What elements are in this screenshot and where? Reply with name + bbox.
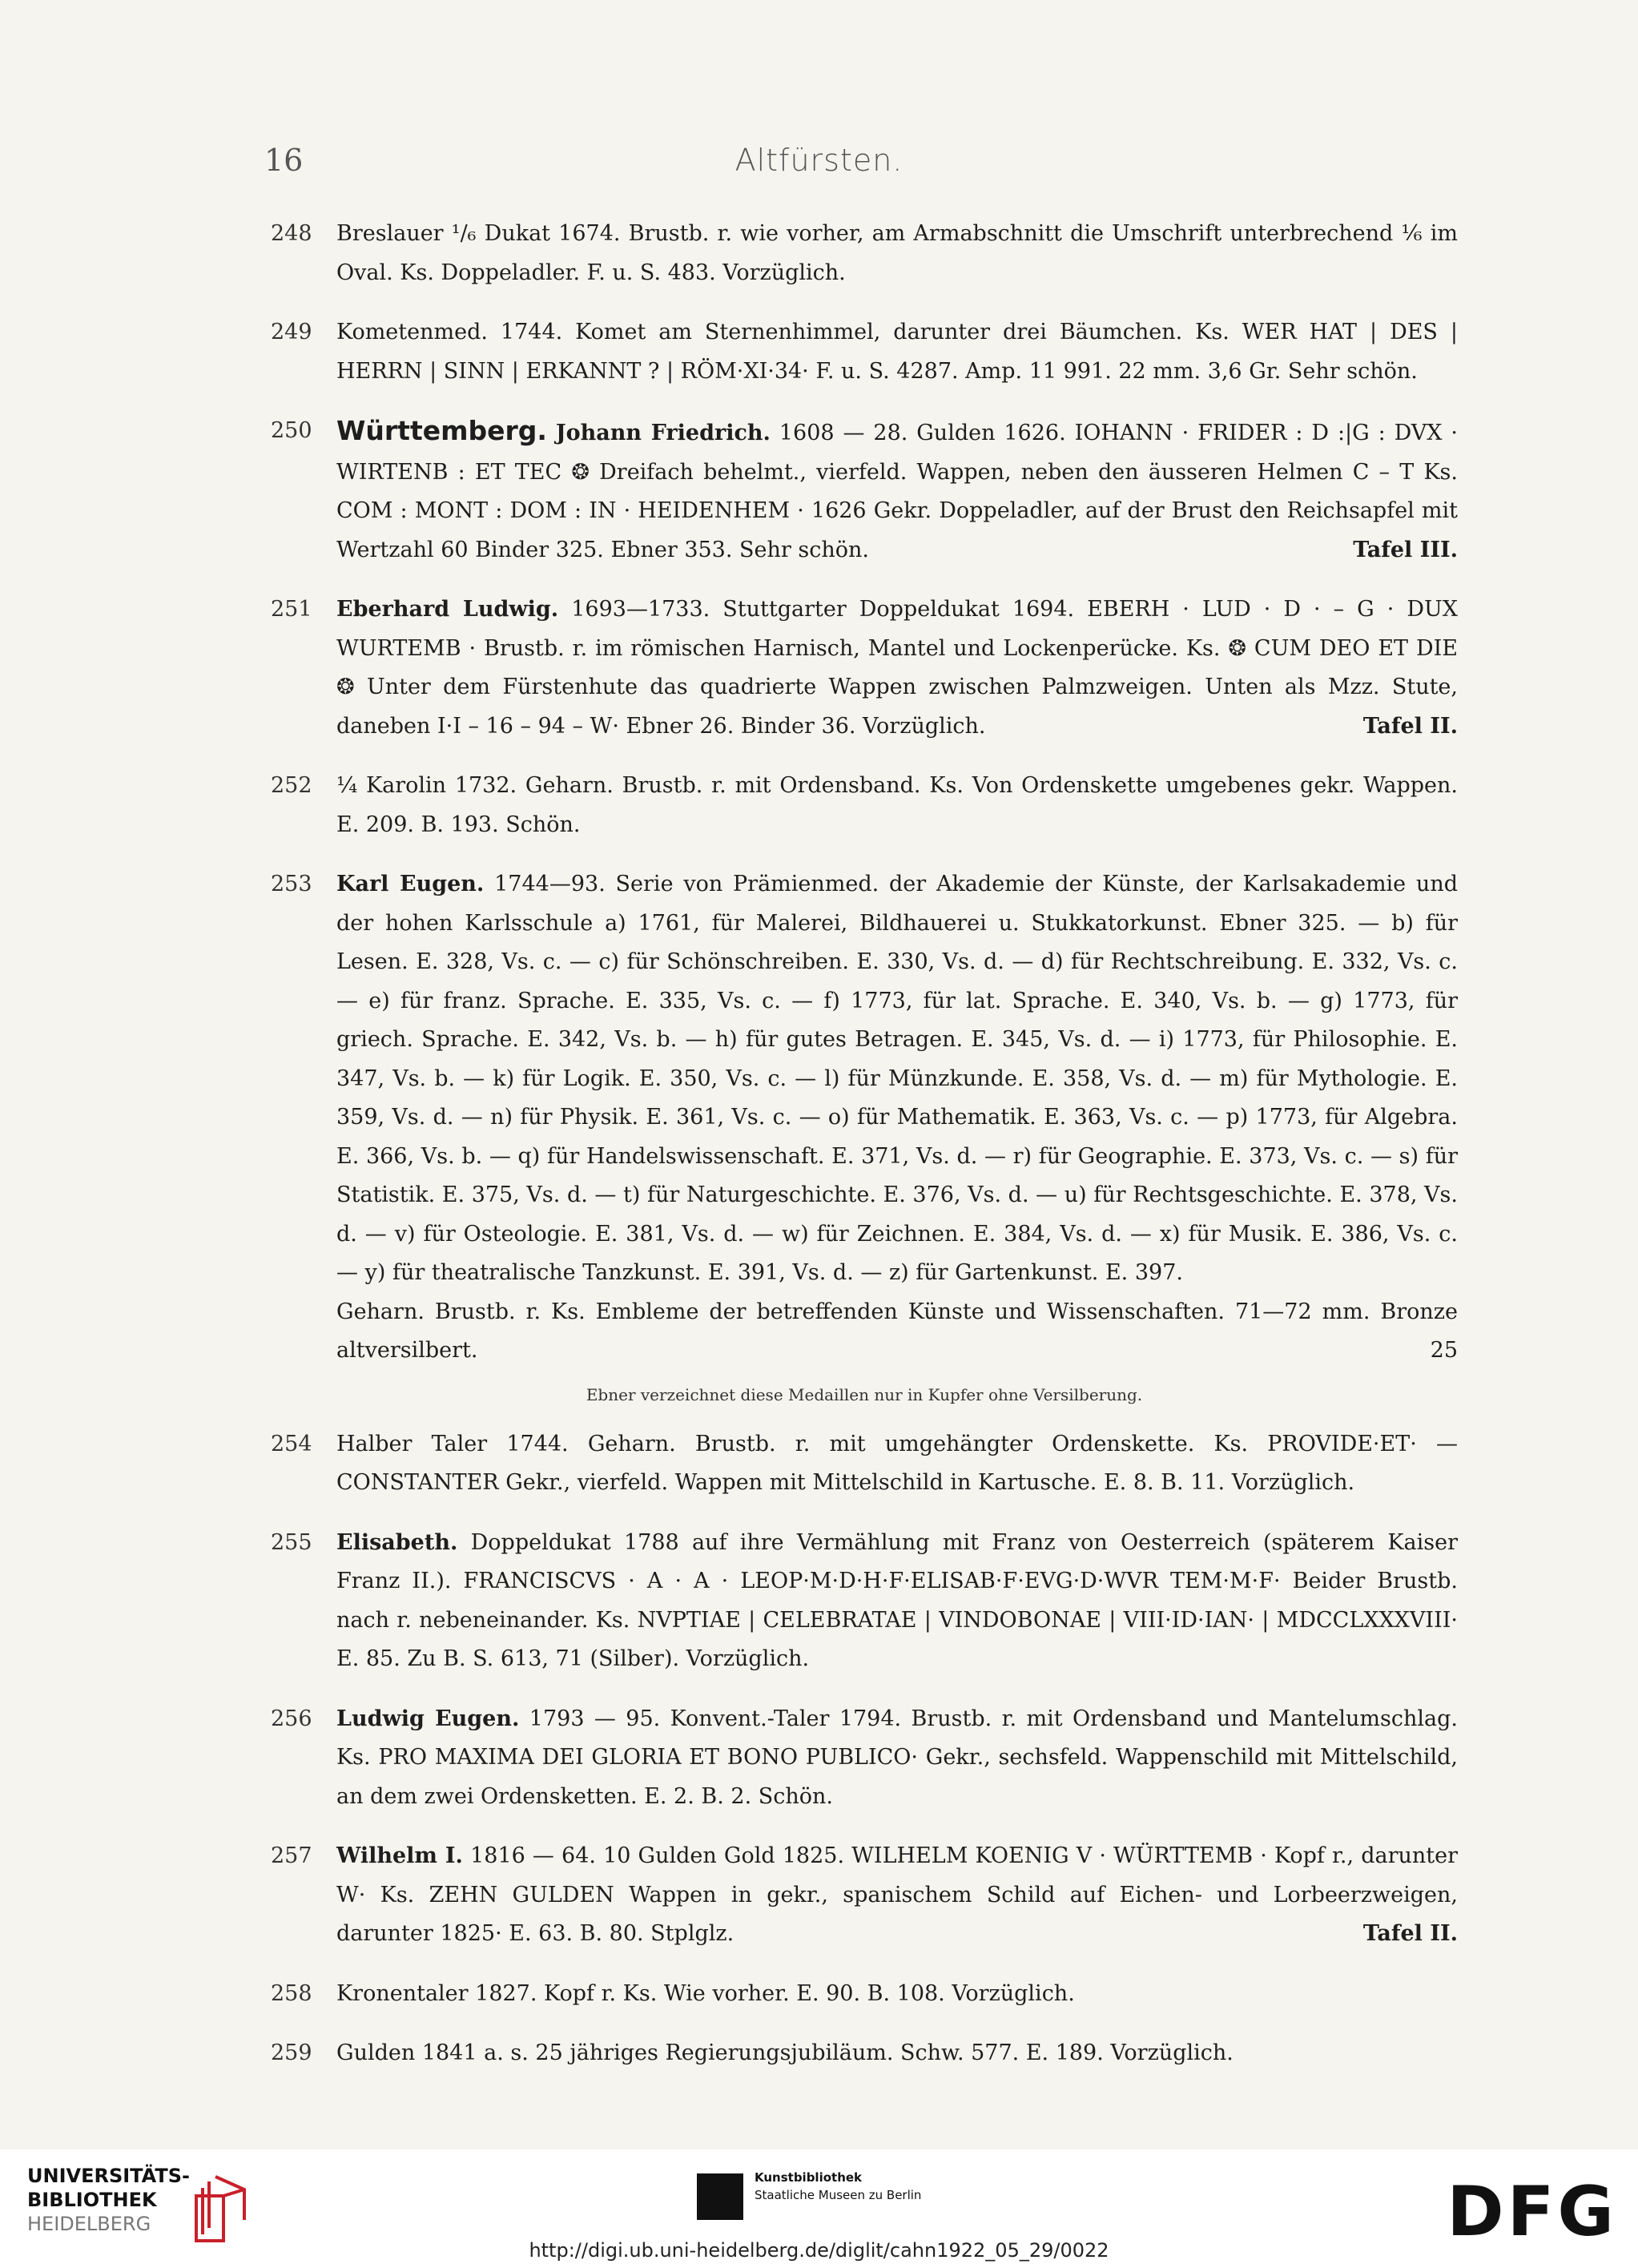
entry-body: 1793 — 95. Konvent.-Taler 1794. Brustb. r. mit Ordensband und Mantelumschlag. Ks. PRO MAXIMA DEI GLORIA ET BONO PUBLICO· Gekr., sechsfeld. Wappenschild mit Mittelschild, an dem zwei Ordensketten. E. 2. B. 2. Schön.: [336, 1706, 1458, 1809]
museum-mark-icon: [697, 2173, 743, 2220]
catalog-entry: [271, 2034, 1458, 2073]
entry-description: [336, 590, 1458, 746]
entry-number: 259: [271, 2040, 312, 2065]
entry-description: Breslauer ¹/₆ Dukat 1674. Brustb. r. wie vorher, am Armabschnitt die Umschrift unterbrechend ¹⁄₆ im Oval. Ks. Doppeladler. F. u. S. 483. Vorzüglich.: [336, 221, 1458, 285]
catalog-entry: [271, 1837, 1458, 1954]
page-header: [0, 143, 1638, 191]
plate-reference: Tafel II.: [1362, 1921, 1458, 1946]
logo-line: BIBLIOTHEK: [27, 2189, 157, 2211]
running-title: Altfürsten.: [734, 143, 904, 178]
catalog-entry: [271, 1700, 1458, 1817]
entry-number: 257: [271, 1843, 312, 1868]
entry-number: 254: [271, 1431, 312, 1456]
logo-line: HEIDELBERG: [27, 2213, 151, 2235]
entry-description: [336, 1524, 1458, 1679]
entry-summary-text: Geharn. Brustb. r. Ks. Embleme der betreffenden Künste und Wissenschaften. 71—72 mm. Bronze altversilbert.: [336, 1299, 1458, 1363]
logo-line: Staatliche Museen zu Berlin: [755, 2188, 922, 2202]
entry-description: Gulden 1841 a. s. 25 jähriges Regierungsjubiläum. Schw. 577. E. 189. Vorzüglich.: [336, 2040, 1234, 2065]
catalog-entries: [271, 215, 1458, 2094]
plate-reference: Tafel III.: [1353, 537, 1458, 562]
entry-body: Doppeldukat 1788 auf ihre Vermählung mit Franz von Oesterreich (späterem Kaiser Franz II.). FRANCISCVS · A · A · LEOP·M·D·H·F·ELISAB·F·EVG·D·WVR TEM·M·F· Beider Brustb. nach r. nebeneinander. Ks. NVPTIAE | CELEBRATAE | VINDOBONAE | VIII·ID·IAN· | MDCCLXXXVIII· E. 85. Zu B. S. 613, 71 (Silber). Vorzüglich.: [336, 1529, 1458, 1671]
ruler-name: Eberhard Ludwig.: [336, 597, 559, 622]
ruler-name: Elisabeth.: [336, 1529, 458, 1555]
entry-number: 252: [271, 773, 312, 798]
catalog-entry: [271, 215, 1458, 292]
catalog-entry: [271, 1524, 1458, 1679]
entry-footnote: Ebner verzeichnet diese Medaillen nur in Kupfer ohne Versilberung.: [586, 1384, 1143, 1404]
entry-body: 1816 — 64. 10 Gulden Gold 1825. WILHELM KOENIG V · WÜRTTEMB · Kopf r., darunter W· Ks. ZEHN GULDEN Wappen in gekr., spanischem Schild auf Eichen- und Lorbeerzweigen, darunter 1825· E. 63. B. 80. Stplglz.: [336, 1843, 1459, 1946]
entry-number: 255: [271, 1529, 312, 1555]
entry-number: 256: [271, 1706, 312, 1731]
entry-description: Kronentaler 1827. Kopf r. Ks. Wie vorher. E. 90. B. 108. Vorzüglich.: [336, 1980, 1075, 2006]
ruler-heading: Württemberg.: [336, 415, 547, 446]
catalog-entry: [271, 1425, 1458, 1503]
entry-description: [336, 1700, 1458, 1817]
entry-description: [336, 412, 1458, 570]
entry-summary: [336, 1293, 1458, 1371]
kunstbibliothek-logo[interactable]: [697, 2169, 969, 2233]
catalog-entry: [271, 313, 1458, 391]
entry-number: 258: [271, 1980, 312, 2006]
entry-number: 250: [271, 418, 312, 443]
entry-description: ¼ Karolin 1732. Geharn. Brustb. r. mit Ordensband. Ks. Von Ordenskette umgebenes gekr. Wappen. E. 209. B. 193. Schön.: [336, 773, 1458, 837]
entry-description: Halber Taler 1744. Geharn. Brustb. r. mit umgehängter Ordenskette. Ks. PROVIDE·ET· — CONSTANTER Gekr., vierfeld. Wappen mit Mittelschild in Kartusche. E. 8. B. 11. Vorzüglich.: [336, 1431, 1458, 1495]
dfg-logo[interactable]: DFG: [1447, 2172, 1617, 2252]
entry-number: 251: [271, 597, 312, 622]
entry-body: 1693—1733. Stuttgarter Doppeldukat 1694. EBERH · LUD · D · – G · DUX WURTEMB · Brustb. r. im römischen Harnisch, Mantel und Lockenperücke. Ks. ❂ CUM DEO ET DIE ❂ Unter dem Fürstenhute das quadrierte Wappen zwischen Palmzweigen. Unten als Mzz. Stute, daneben I·I – 16 – 94 – W· Ebner 26. Binder 36. Vorzüglich.: [336, 597, 1458, 739]
page-number: 16: [264, 143, 304, 178]
entry-description: [336, 865, 1458, 1371]
ruler-name: Wilhelm I.: [336, 1843, 463, 1868]
kunstbibliothek-name: [755, 2169, 921, 2204]
entry-body: 1744—93. Serie von Prämienmed. der Akademie der Künste, der Karlsakademie und der hohen Karlsschule a) 1761, für Malerei, Bildhauerei u. Stukkatorkunst. Ebner 325. — b) für Lesen. E. 328, Vs. c. — c) für Schönschreiben. E. 330, Vs. d. — d) für Rechtschreibung. E. 332, Vs. c. — e) für franz. Sprache. E. 335, Vs. c. — f) 1773, für lat. Sprache. E. 340, Vs. b. — g) 1773, für griech. Sprache. E. 342, Vs. b. — h) für gutes Betragen. E. 345, Vs. d. — i) 1773, für Philosophie. E. 347, Vs. b. — k) für Logik. E. 350, Vs. c. — l) für Münzkunde. E. 358, Vs. d. — m) für Mythologie. E. 359, Vs. d. — n) für Physik. E. 361, Vs. c. — o) für Mathematik. E. 363, Vs. c. — p) 1773, für Algebra. E. 366, Vs. b. — q) für Handelswissenschaft. E. 371, Vs. d. — r) für Geographie. E. 373, Vs. c. — s) für Statistik. E. 375, Vs. d. — t) für Naturgeschichte. E. 376, Vs. d. — u) für Rechtsgeschichte. E. 378, Vs. d. — v) für Osteologie. E. 381, Vs. d. — w) für Zeichnen. E. 384, Vs. d. — x) für Musik. E. 386, Vs. c. — y) für theatralische Tanzkunst. E. 391, Vs. d. — z) für Gartenkunst. E. 397.: [336, 872, 1458, 1285]
ruler-name: Karl Eugen.: [336, 872, 485, 896]
entry-body: 1608 — 28. Gulden 1626. IOHANN · FRIDER : D :|G : DVX · WIRTENB : ET TEC ❂ Dreifach behelmt., vierfeld. Wappen, neben den äusseren Helmen C – T Ks. COM : MONT : DOM : IN · HEIDENHEM · 1626 Gekr. Doppeladler, auf der Brust den Reichsapfel mit Wertzahl 60 Binder 325. Ebner 353. Sehr schön.: [336, 421, 1459, 562]
piece-count: 25: [1430, 1338, 1458, 1363]
permalink-url[interactable]: http://digi.ub.uni-heidelberg.de/diglit/cahn1922_05_29/0022: [529, 2239, 1109, 2262]
catalog-entry: [271, 865, 1458, 1371]
catalog-entry: [271, 412, 1458, 570]
entry-number: 248: [271, 221, 312, 246]
catalog-entry: [271, 590, 1458, 746]
university-library-name: [27, 2164, 190, 2236]
plate-reference: Tafel II.: [1362, 713, 1458, 739]
book-stack-icon: [191, 2172, 249, 2246]
catalog-entry: [271, 1975, 1458, 2014]
ruler-name: Ludwig Eugen.: [336, 1706, 520, 1731]
logo-line: UNIVERSITÄTS-: [27, 2165, 191, 2187]
footer-band: [0, 2149, 1638, 2268]
entry-description: Kometenmed. 1744. Komet am Sternenhimmel, darunter drei Bäumchen. Ks. WER HAT | DES | HERRN | SINN | ERKANNT ? | RÖM·XI·34· F. u. S. 4287. Amp. 11 991. 22 mm. 3,6 Gr. Sehr schön.: [336, 320, 1458, 384]
entry-number: 249: [271, 320, 312, 344]
ruler-name: Johann Friedrich.: [555, 421, 771, 445]
catalog-entry: [271, 767, 1458, 844]
entry-number: 253: [271, 872, 312, 896]
entry-description: [336, 1837, 1458, 1954]
logo-line: Kunstbibliothek: [755, 2170, 863, 2185]
